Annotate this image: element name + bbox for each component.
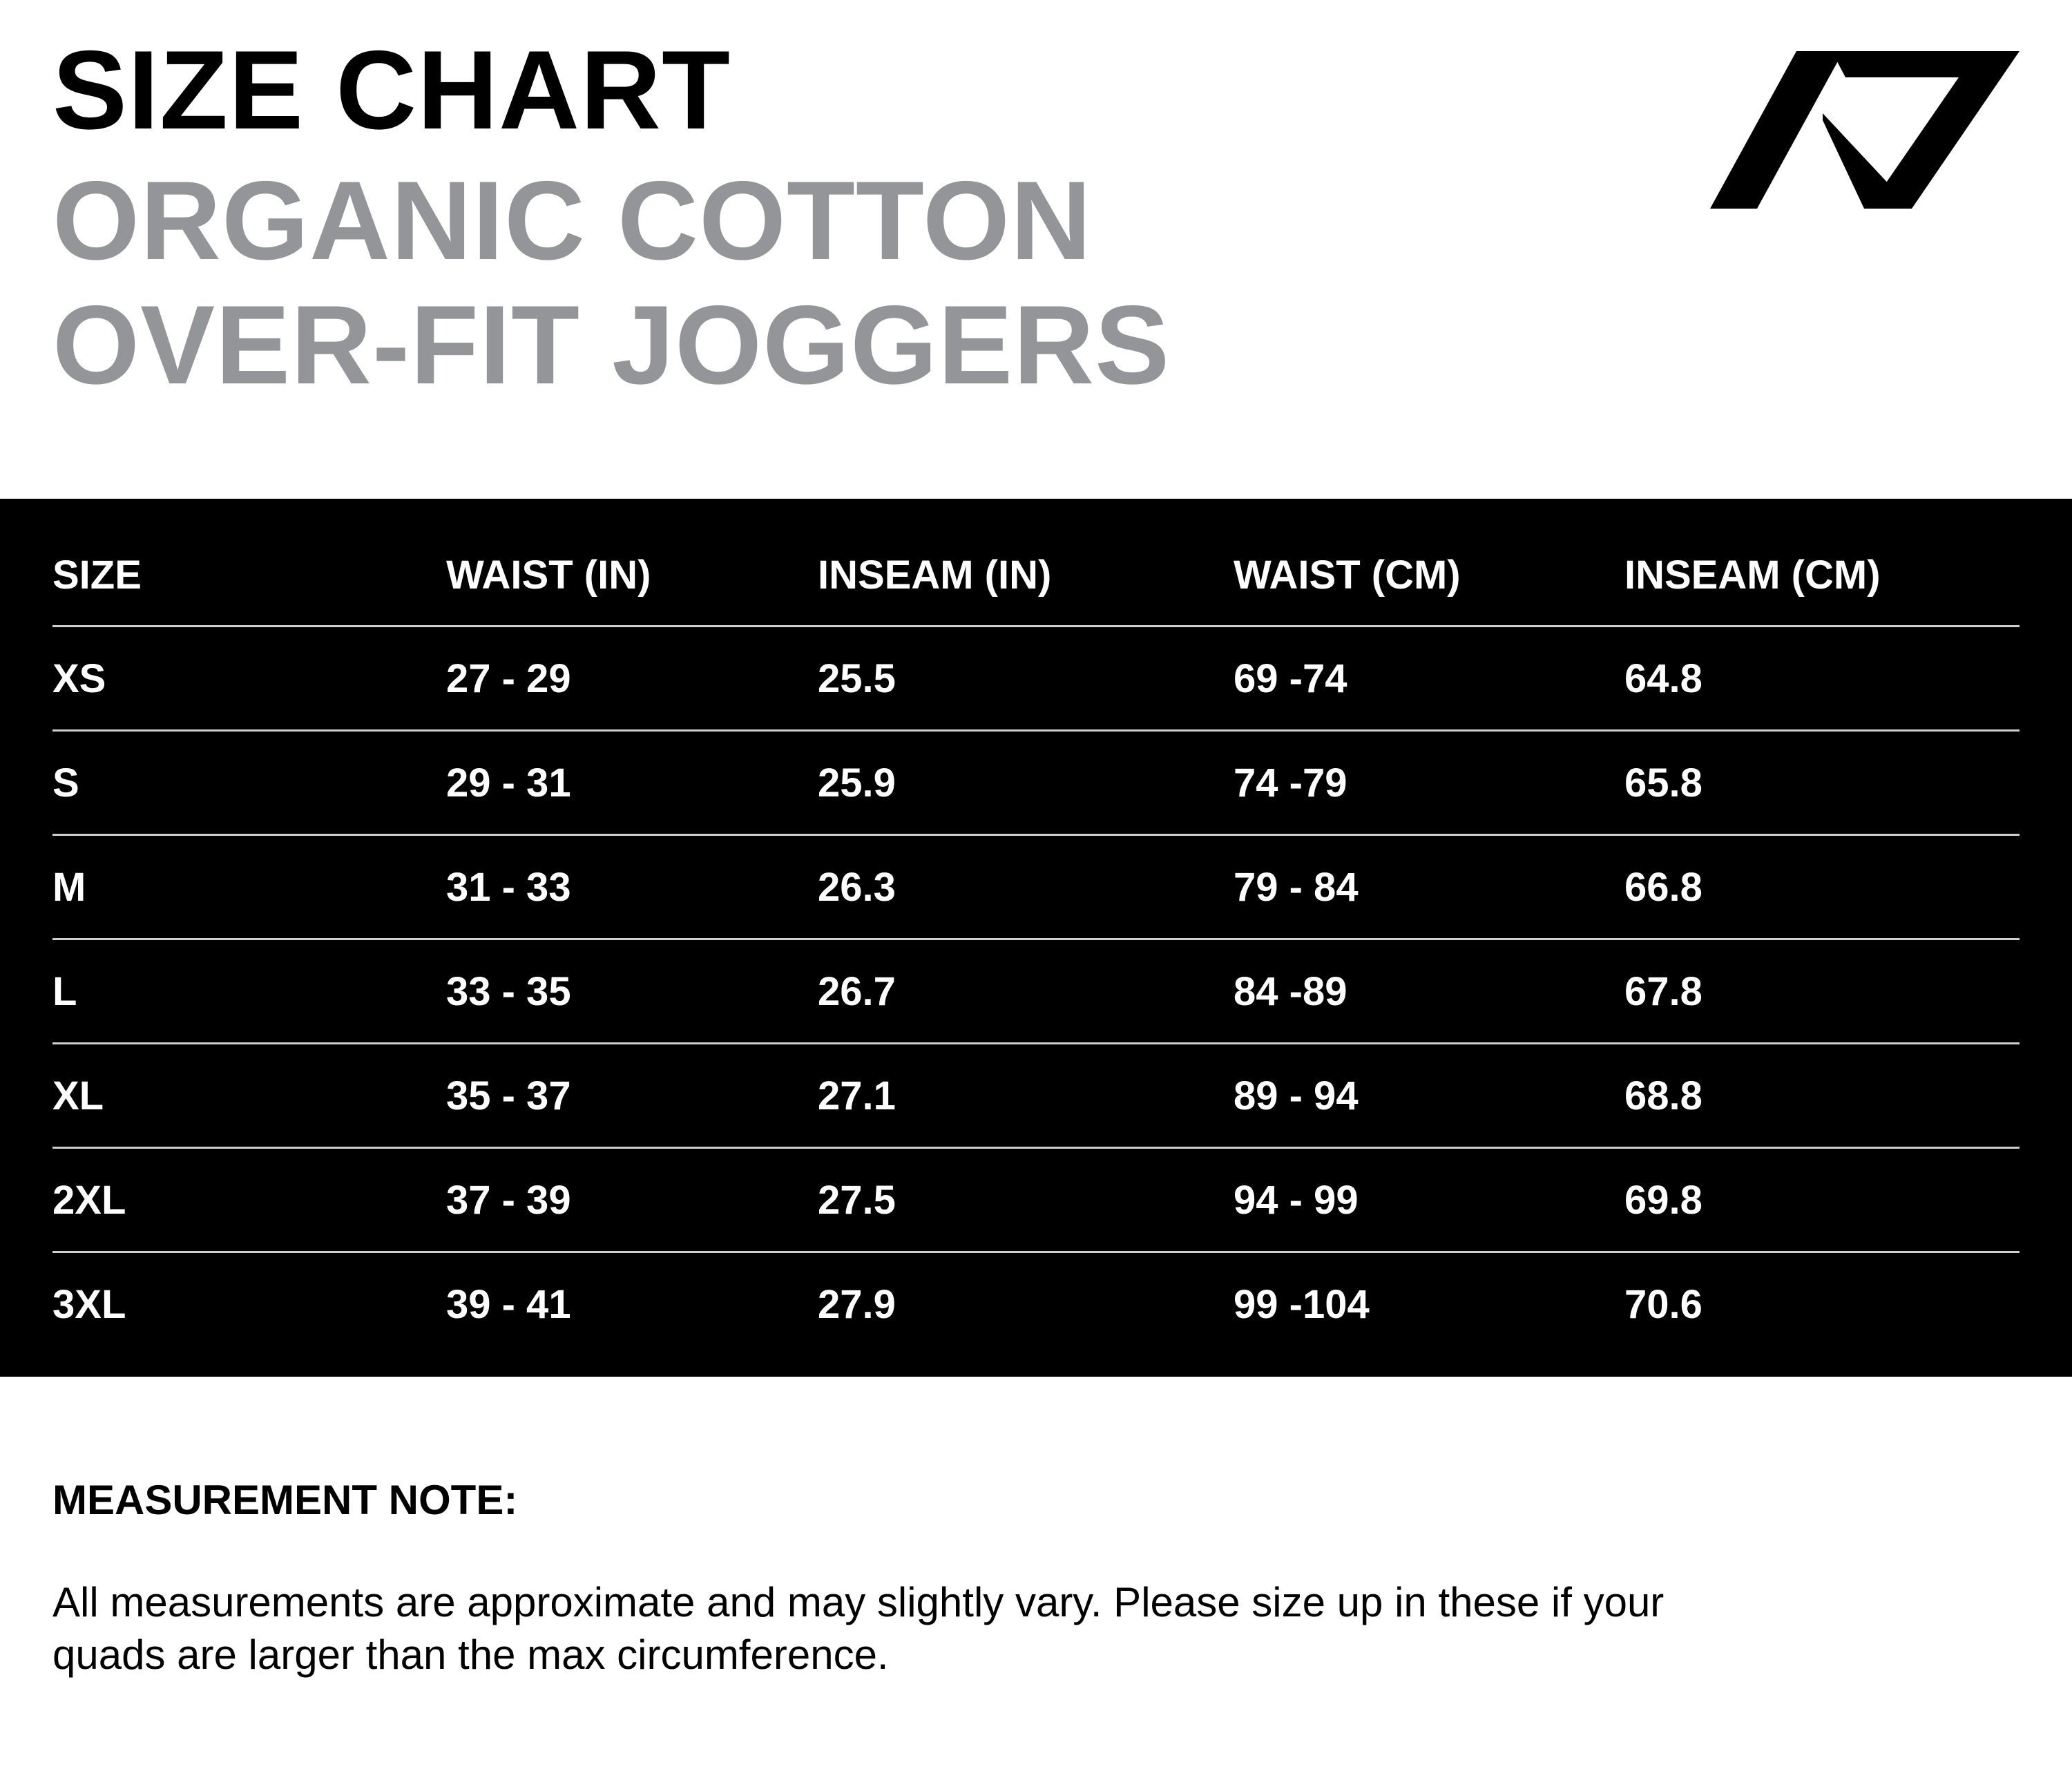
column-header-size: SIZE bbox=[52, 525, 446, 627]
column-header-inseam-in: INSEAM (IN) bbox=[818, 525, 1234, 627]
inseam-cm-cell: 69.8 bbox=[1624, 1148, 2020, 1252]
table-row bbox=[52, 1044, 2020, 1148]
inseam-cm-cell: 67.8 bbox=[1624, 939, 2020, 1044]
inseam-in-cell: 26.3 bbox=[818, 835, 1234, 939]
waist-in-cell: 33 - 35 bbox=[446, 939, 818, 1044]
inseam-cm-cell: 65.8 bbox=[1624, 731, 2020, 835]
product-name-line: ORGANIC COTTON bbox=[52, 158, 1092, 283]
table-header-row bbox=[52, 525, 2020, 627]
waist-in-cell: 27 - 29 bbox=[446, 627, 818, 731]
inseam-in-cell: 27.9 bbox=[818, 1281, 896, 1327]
inseam-cm-cell: 64.8 bbox=[1624, 627, 2020, 731]
waist-cm-cell: 69 -74 bbox=[1234, 627, 1624, 731]
size-cell: 3XL bbox=[52, 1281, 126, 1327]
product-name-line: OVER-FIT JOGGERS bbox=[52, 283, 1171, 408]
table-row bbox=[52, 1252, 2020, 1356]
inseam-in-cell: 27.5 bbox=[818, 1148, 1234, 1252]
measurement-note-text bbox=[52, 1576, 1848, 1681]
inseam-in-cell: 25.9 bbox=[818, 731, 1234, 835]
inseam-in-cell: 25.5 bbox=[818, 627, 1234, 731]
waist-in-cell: 39 - 41 bbox=[446, 1281, 571, 1327]
inseam-cm-cell: 66.8 bbox=[1624, 835, 2020, 939]
waist-in-cell: 29 - 31 bbox=[446, 731, 818, 835]
size-cell: XL bbox=[52, 1044, 446, 1148]
table-row bbox=[52, 1148, 2020, 1252]
waist-cm-cell: 89 - 94 bbox=[1234, 1044, 1624, 1148]
inseam-cm-cell: 68.8 bbox=[1624, 1044, 2020, 1148]
column-header-waist-cm: WAIST (CM) bbox=[1234, 525, 1624, 627]
measurement-note-line: All measurements are approximate and may slightly vary. Please size up in these if your bbox=[52, 1579, 1665, 1625]
waist-cm-cell: 79 - 84 bbox=[1234, 835, 1624, 939]
inseam-cm-cell: 70.6 bbox=[1624, 1281, 1702, 1327]
waist-cm-cell: 74 -79 bbox=[1234, 731, 1624, 835]
waist-in-cell: 35 - 37 bbox=[446, 1044, 818, 1148]
table-row bbox=[52, 627, 2020, 731]
table-row bbox=[52, 939, 2020, 1044]
product-name bbox=[52, 159, 1170, 408]
waist-in-cell: 37 - 39 bbox=[446, 1148, 818, 1252]
inseam-in-cell: 26.7 bbox=[818, 939, 1234, 1044]
size-table bbox=[52, 525, 2020, 1355]
column-header-waist-in: WAIST (IN) bbox=[446, 525, 818, 627]
size-cell: 2XL bbox=[52, 1148, 446, 1252]
inseam-in-cell: 27.1 bbox=[818, 1044, 1234, 1148]
size-cell: XS bbox=[52, 627, 446, 731]
waist-cm-cell: 94 - 99 bbox=[1234, 1148, 1624, 1252]
size-cell: L bbox=[52, 939, 446, 1044]
column-header-inseam-cm: INSEAM (CM) bbox=[1624, 525, 2020, 627]
a7-logo-icon bbox=[1709, 51, 2020, 209]
table-row bbox=[52, 835, 2020, 939]
measurement-note-line: quads are larger than the max circumference. bbox=[52, 1632, 889, 1678]
size-table-panel bbox=[0, 499, 2072, 1377]
waist-in-cell: 31 - 33 bbox=[446, 835, 818, 939]
size-cell: M bbox=[52, 835, 446, 939]
size-cell: S bbox=[52, 731, 446, 835]
table-row bbox=[52, 731, 2020, 835]
waist-cm-cell: 84 -89 bbox=[1234, 939, 1624, 1044]
page-title: SIZE CHART bbox=[52, 28, 731, 153]
waist-cm-cell: 99 -104 bbox=[1234, 1281, 1370, 1327]
measurement-note-heading: MEASUREMENT NOTE: bbox=[52, 1477, 518, 1523]
